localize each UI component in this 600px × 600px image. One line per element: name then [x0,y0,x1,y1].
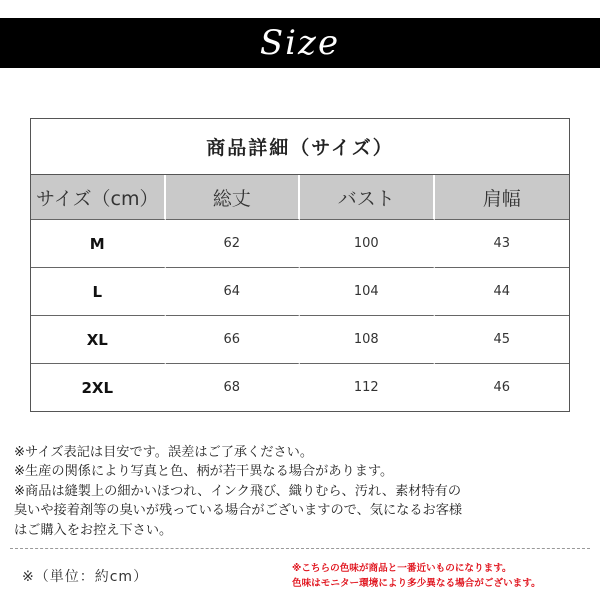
shoulder-cell: 43 [435,220,570,268]
table-row [31,316,569,364]
shoulder-cell: 45 [435,316,570,364]
length-cell: 68 [166,364,301,411]
note-line: はご購入をお控え下さい。 [14,522,173,538]
color-notice-line: ※こちらの色味が商品と一番近いものになります。 [292,563,512,574]
table-header-row [31,175,569,220]
length-cell: 66 [166,316,301,364]
bust-cell: 112 [300,364,435,411]
banner-title: Size [259,23,341,63]
table-row [31,268,569,316]
note-line: ※商品は縫製上の細かいほつれ、インク飛び、織りむら、汚れ、素材特有の [14,483,462,499]
table-title: 商品詳細（サイズ） [31,119,569,175]
header-size: サイズ（cm） [31,175,166,220]
size-cell: L [31,268,166,316]
length-cell: 64 [166,268,301,316]
header-shoulder: 肩幅 [435,175,570,220]
unit-note: ※（単位：約cm） [22,569,149,585]
size-cell: M [31,220,166,268]
note-line: ※サイズ表記は目安です。誤差はご了承ください。 [14,445,314,460]
note-line: 臭いや接着剤等の臭いが残っている場合がございますので、気になるお客様 [14,503,463,519]
size-cell: 2XL [31,364,166,411]
length-cell: 62 [166,220,301,268]
dashed-divider [10,548,590,549]
size-table [31,175,569,411]
color-notice-line: 色味はモニター環境により多少異なる場合がございます。 [292,578,541,589]
size-cell: XL [31,316,166,364]
bust-cell: 100 [300,220,435,268]
bust-cell: 104 [300,268,435,316]
note-line: ※生産の関係により写真と色、柄が若干異なる場合があります。 [14,464,394,480]
bust-cell: 108 [300,316,435,364]
shoulder-cell: 44 [435,268,570,316]
notes-block [14,443,594,540]
header-length: 総丈 [166,175,301,220]
size-banner [0,18,600,68]
table-row [31,364,569,411]
table-row [31,220,569,268]
shoulder-cell: 46 [493,380,511,395]
header-bust: バスト [300,175,435,220]
size-table-container [30,118,570,412]
color-notice [292,561,592,591]
